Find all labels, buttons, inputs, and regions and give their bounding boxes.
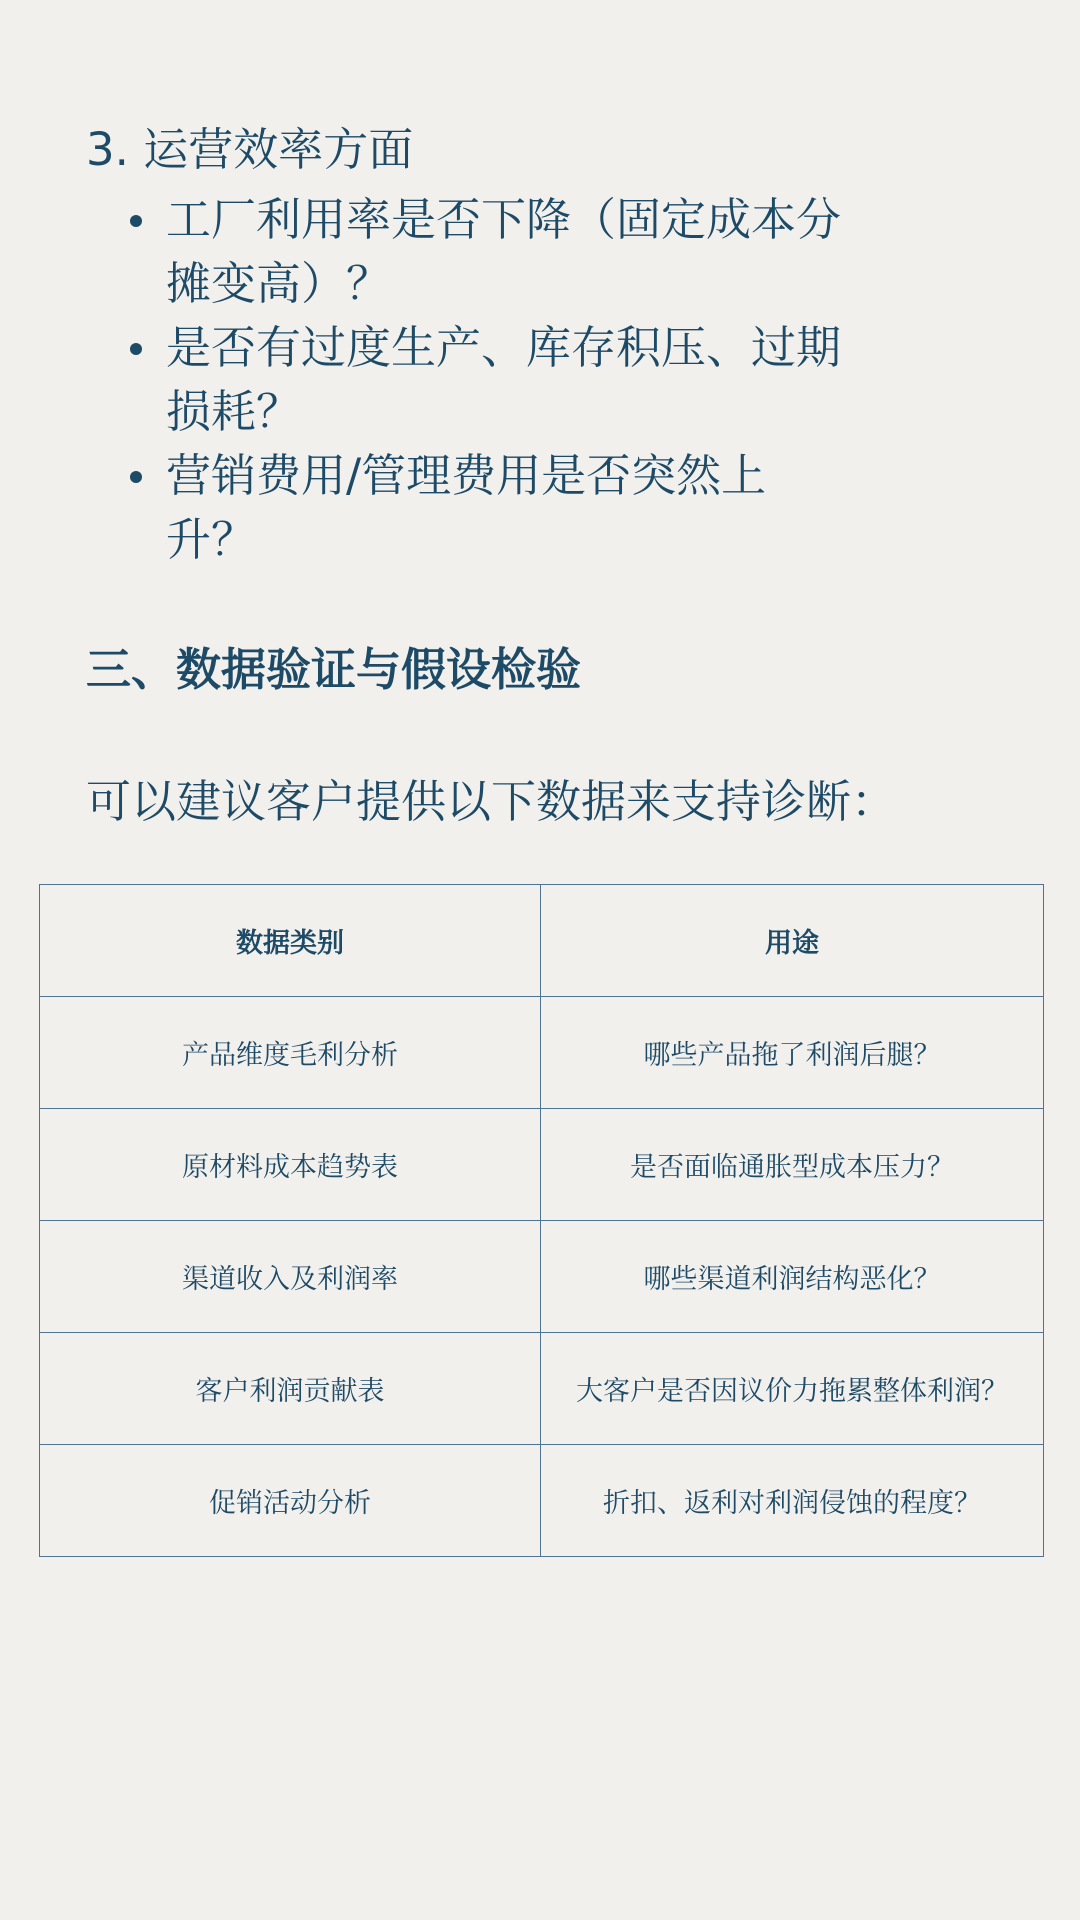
table-row (40, 1445, 1044, 1557)
bullet-text: 营销费用/管理费用是否突然上升？ (166, 449, 767, 566)
table-cell-purpose: 哪些产品拖了利润后腿？ (541, 997, 1044, 1109)
intro-text: 可以建议客户提供以下数据来支持诊断： (86, 775, 897, 828)
column-header-purpose: 用途 (541, 885, 1044, 997)
bullet-dot-icon (130, 471, 142, 483)
list-item (86, 444, 986, 572)
table-cell-category: 渠道收入及利润率 (40, 1221, 541, 1333)
bullet-dot-icon (130, 343, 142, 355)
bullet-list (86, 188, 986, 572)
list-item (86, 188, 986, 316)
table-cell-purpose: 哪些渠道利润结构恶化？ (541, 1221, 1044, 1333)
bullet-text: 是否有过度生产、库存积压、过期损耗？ (166, 321, 842, 438)
table-row (40, 1109, 1044, 1221)
bullet-text: 工厂利用率是否下降（固定成本分摊变高）？ (166, 193, 842, 310)
column-header-category: 数据类别 (40, 885, 541, 997)
table-row (40, 1333, 1044, 1445)
table-cell-category: 客户利润贡献表 (40, 1333, 541, 1445)
table-cell-purpose: 大客户是否因议价力拖累整体利润？ (541, 1333, 1044, 1445)
table-cell-category: 产品维度毛利分析 (40, 997, 541, 1109)
list-item (86, 316, 986, 444)
table-header-row (40, 885, 1044, 997)
section-heading: 3. 运营效率方面 (86, 123, 414, 176)
table-cell-category: 原材料成本趋势表 (40, 1109, 541, 1221)
table-cell-purpose: 是否面临通胀型成本压力？ (541, 1109, 1044, 1221)
table-row (40, 997, 1044, 1109)
table-row (40, 1221, 1044, 1333)
bullet-dot-icon (130, 215, 142, 227)
table-cell-purpose: 折扣、返利对利润侵蚀的程度？ (541, 1445, 1044, 1557)
part-title: 三、数据验证与假设检验 (86, 643, 582, 696)
table-cell-category: 促销活动分析 (40, 1445, 541, 1557)
data-table (39, 884, 1044, 1557)
